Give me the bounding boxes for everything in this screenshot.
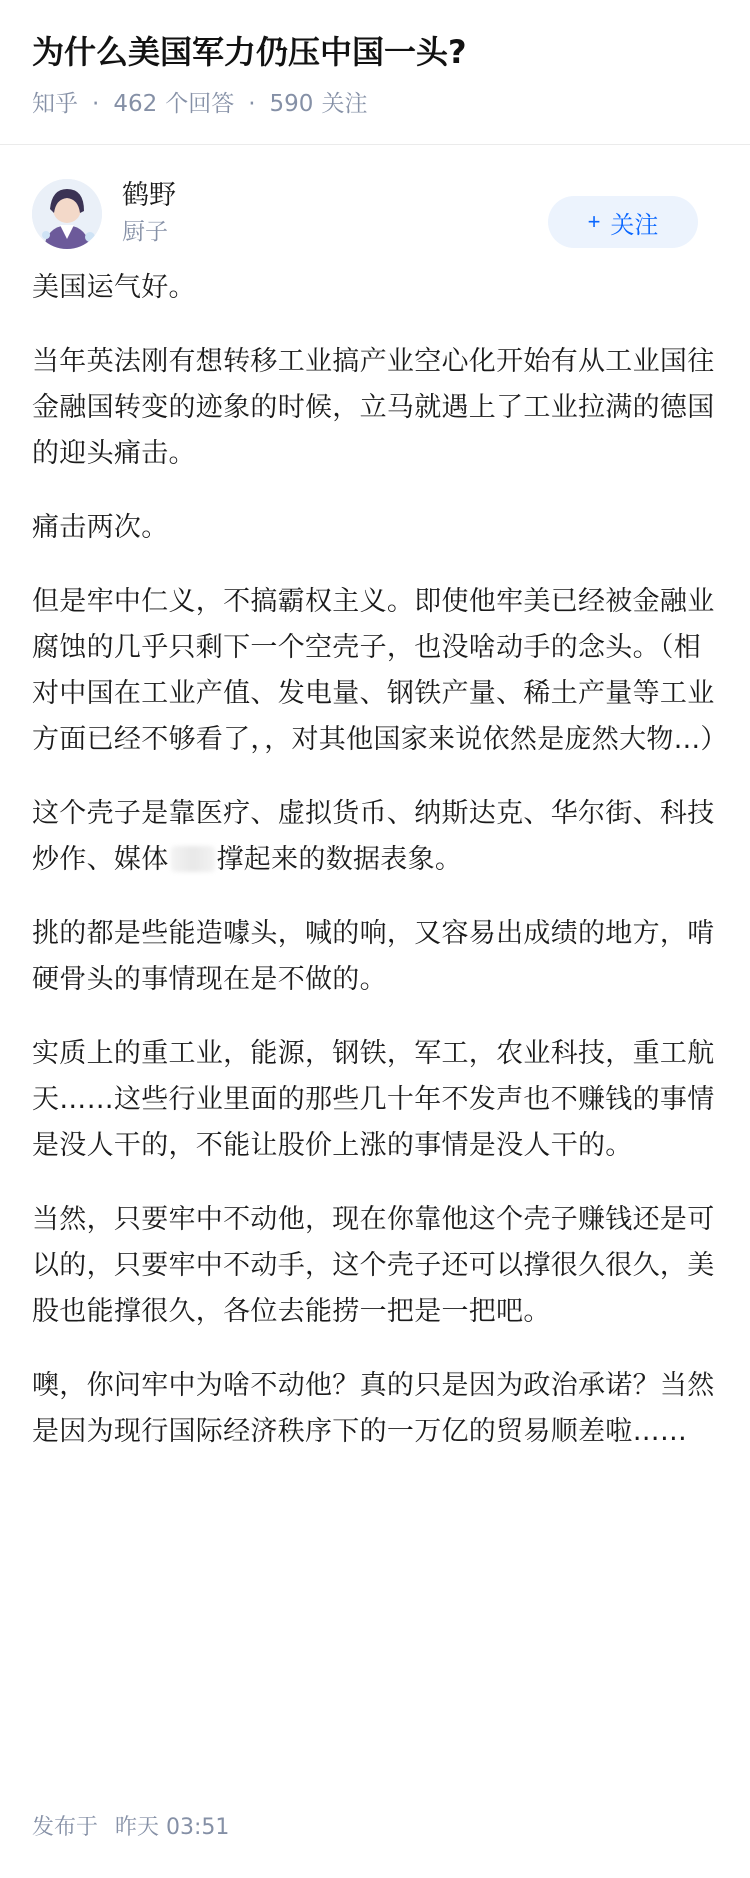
answer-text: 撑起来的数据表象。 xyxy=(216,844,463,875)
publish-time: 昨天 03:51 xyxy=(115,1815,230,1840)
publish-label: 发布于 xyxy=(32,1815,99,1840)
follow-button[interactable] xyxy=(548,196,698,248)
source-label[interactable]: 知乎 xyxy=(32,91,78,117)
answer-paragraph: 实质上的重工业，能源，钢铁，军工，农业科技，重工航天……这些行业里面的那些几十年不发声也不赚钱的事情是没人干的，不能让股价上涨的事情是没人干的。 xyxy=(32,1038,715,1161)
redacted-blur xyxy=(171,846,215,872)
answer-paragraph: 当年英法刚有想转移工业搞产业空心化开始有从工业国往金融国转变的迹象的时候，立马就遇上了工业拉满的德国的迎头痛击。 xyxy=(32,346,715,469)
follow-button-label: 关注 xyxy=(610,211,659,239)
answer-paragraph: 但是牢中仁义，不搞霸权主义。即使他牢美已经被金融业腐蚀的几乎只剩下一个空壳子，也没啥动手的念头。（相对中国在工业产值、发电量、钢铁产量、稀土产量等工业方面已经不够看了，，对其他国家来说依然是庞然大物...） xyxy=(32,586,728,755)
answer-count: 462 xyxy=(113,91,158,117)
author-info xyxy=(122,179,176,249)
avatar[interactable] xyxy=(32,179,102,249)
question-meta xyxy=(32,88,718,120)
avatar-image xyxy=(32,179,102,249)
answer-paragraph: 噢，你问牢中为啥不动他？真的只是因为政治承诺？当然是因为现行国际经济秩序下的一万亿的贸易顺差啦…… xyxy=(32,1370,715,1447)
follow-count-label: 关注 xyxy=(321,91,368,117)
author-badge: 厨子 xyxy=(122,219,168,245)
publish-info xyxy=(32,1812,229,1844)
separator-dot: · xyxy=(92,91,100,117)
answer-count-label: 个回答 xyxy=(165,91,235,117)
follow-count: 590 xyxy=(269,91,314,117)
plus-icon: + xyxy=(587,209,601,234)
answer-paragraph: 挑的都是些能造噱头，喊的响，又容易出成绩的地方，啃硬骨头的事情现在是不做的。 xyxy=(32,918,715,995)
answer-paragraph xyxy=(32,791,718,883)
answer-body xyxy=(0,249,750,1455)
answer-paragraph: 当然，只要牢中不动他，现在你靠他这个壳子赚钱还是可以的，只要牢中不动手，这个壳子还可以撑很久很久，美股也能撑很久，各位去能捞一把是一把吧。 xyxy=(32,1204,715,1327)
answer-paragraph: 痛击两次。 xyxy=(32,512,169,543)
answer-paragraph: 美国运气好。 xyxy=(32,272,196,303)
separator-dot: · xyxy=(248,91,256,117)
question-title[interactable]: 为什么美国军力仍压中国一头? xyxy=(32,33,467,71)
author-name[interactable]: 鹤野 xyxy=(122,180,176,211)
question-header xyxy=(0,0,750,145)
answer-text: 这个壳子是靠医疗、虚拟货币、纳斯达克、华尔街、科技炒作、媒体 xyxy=(32,798,715,875)
